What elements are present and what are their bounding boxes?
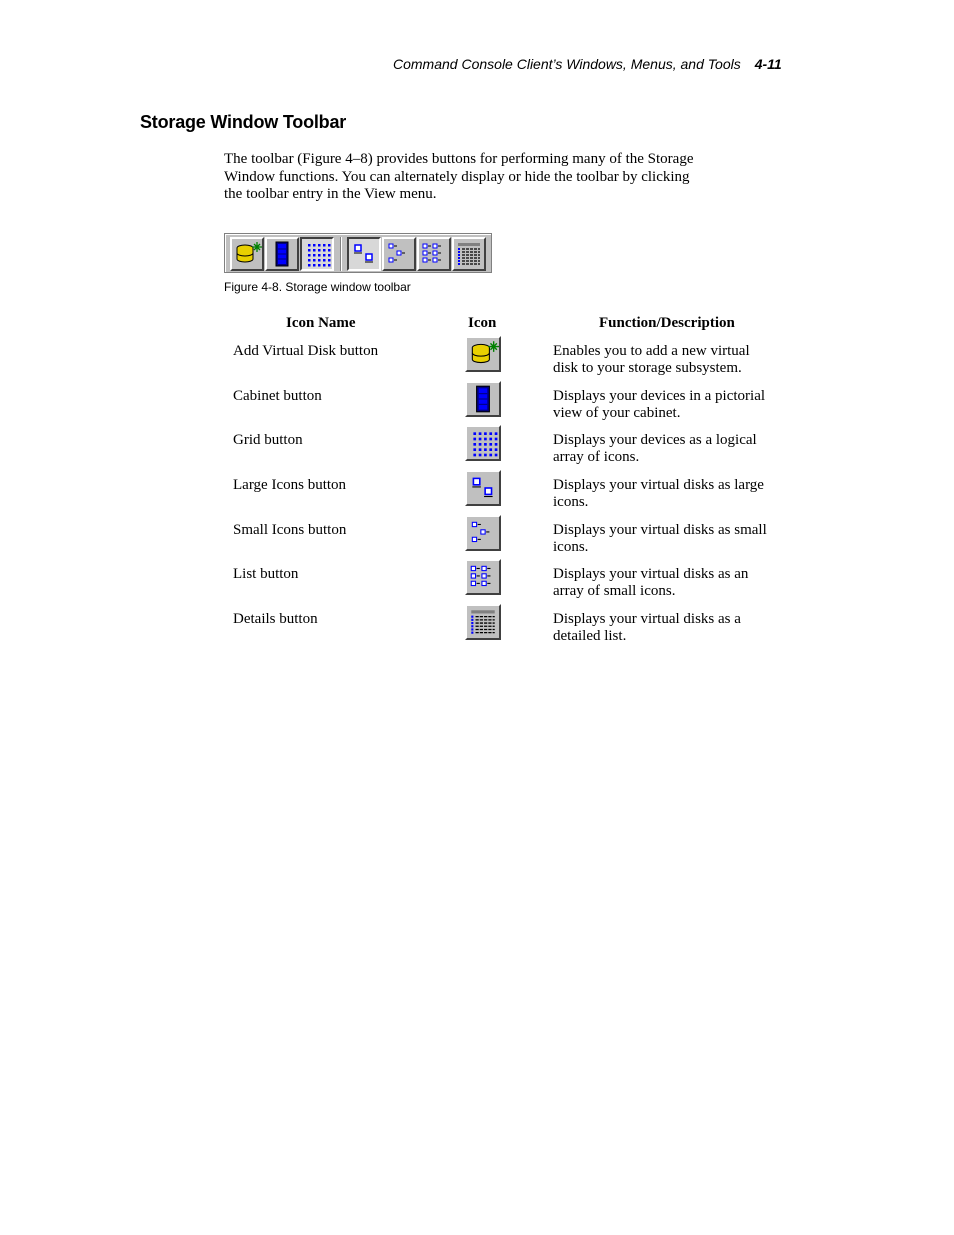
icon-description <box>553 432 793 466</box>
icon-name: Add Virtual Disk button <box>233 343 379 359</box>
row-icon-button <box>465 559 501 595</box>
large-icons-icon <box>347 237 381 271</box>
details-icon <box>452 237 486 271</box>
row-icon-button <box>465 604 501 640</box>
icon-description <box>553 343 793 377</box>
intro-line: The toolbar (Figure 4–8) provides buttons for performing many of the Storage <box>224 151 694 167</box>
cabinet-icon <box>465 381 501 417</box>
row-icon-button <box>465 336 501 372</box>
add-virtual-disk-icon <box>465 336 501 372</box>
description-line: Displays your virtual disks as small <box>553 522 767 538</box>
intro-line: Window functions. You can alternately display or hide the toolbar by clicking <box>224 168 690 185</box>
toolbar-add-virtual-disk-button[interactable] <box>230 237 264 271</box>
table-row <box>0 611 954 656</box>
description-line: detailed list. <box>553 628 627 644</box>
toolbar-cabinet-button[interactable] <box>265 237 299 271</box>
icon-description <box>553 477 793 511</box>
toolbar-list-button[interactable] <box>417 237 451 271</box>
intro-line: the toolbar entry in the View menu. <box>224 186 437 202</box>
description-line: array of small icons. <box>553 583 676 599</box>
row-icon-button <box>465 515 501 551</box>
large-icons-icon <box>465 470 501 506</box>
description-line: Displays your devices as a logical <box>553 432 757 448</box>
column-header-icon: Icon <box>468 315 497 331</box>
icon-name: Grid button <box>233 432 303 448</box>
row-icon-button <box>465 425 501 461</box>
icon-name: List button <box>233 566 299 582</box>
add-virtual-disk-icon <box>230 237 264 271</box>
running-title: Command Console Client’s Windows, Menus, and Tools <box>393 56 741 72</box>
description-line: icons. <box>553 494 589 510</box>
column-header-description: Function/Description <box>599 315 735 331</box>
column-header-icon-name: Icon Name <box>286 315 356 331</box>
running-head <box>393 56 782 72</box>
icon-name: Small Icons button <box>233 522 347 538</box>
page-number: 4-11 <box>754 56 782 72</box>
icon-description <box>553 388 793 422</box>
description-line: Enables you to add a new virtual <box>553 343 750 359</box>
description-line: Displays your devices in a pictorial <box>553 388 766 404</box>
section-title: Storage Window Toolbar <box>140 112 347 132</box>
row-icon-button <box>465 470 501 506</box>
small-icons-icon <box>382 237 416 271</box>
list-icon <box>465 559 501 595</box>
description-line: Displays your virtual disks as large <box>553 477 764 493</box>
description-line: Displays your virtual disks as an <box>553 566 749 582</box>
toolbar-details-button[interactable] <box>452 237 486 271</box>
storage-window-toolbar <box>224 233 492 273</box>
toolbar-small-icons-button[interactable] <box>382 237 416 271</box>
row-icon-button <box>465 381 501 417</box>
icon-description <box>553 611 793 645</box>
description-line: Displays your virtual disks as a <box>553 611 741 627</box>
icon-name: Details button <box>233 611 318 627</box>
icon-description <box>553 522 793 556</box>
intro-paragraph <box>224 151 724 204</box>
description-line: view of your cabinet. <box>553 405 681 421</box>
grid-icon <box>465 425 501 461</box>
list-icon <box>417 237 451 271</box>
cabinet-icon <box>265 237 299 271</box>
icon-description <box>553 566 793 600</box>
description-line: disk to your storage subsystem. <box>553 360 742 376</box>
description-line: array of icons. <box>553 449 640 465</box>
description-line: icons. <box>553 539 589 555</box>
details-icon <box>465 604 501 640</box>
grid-icon <box>300 237 334 271</box>
figure-caption: Figure 4-8. Storage window toolbar <box>224 280 411 294</box>
small-icons-icon <box>465 515 501 551</box>
toolbar-separator <box>340 237 342 271</box>
toolbar-grid-button[interactable] <box>300 237 334 271</box>
icon-name: Cabinet button <box>233 388 322 404</box>
toolbar-large-icons-button[interactable] <box>347 237 381 271</box>
icon-name: Large Icons button <box>233 477 347 493</box>
